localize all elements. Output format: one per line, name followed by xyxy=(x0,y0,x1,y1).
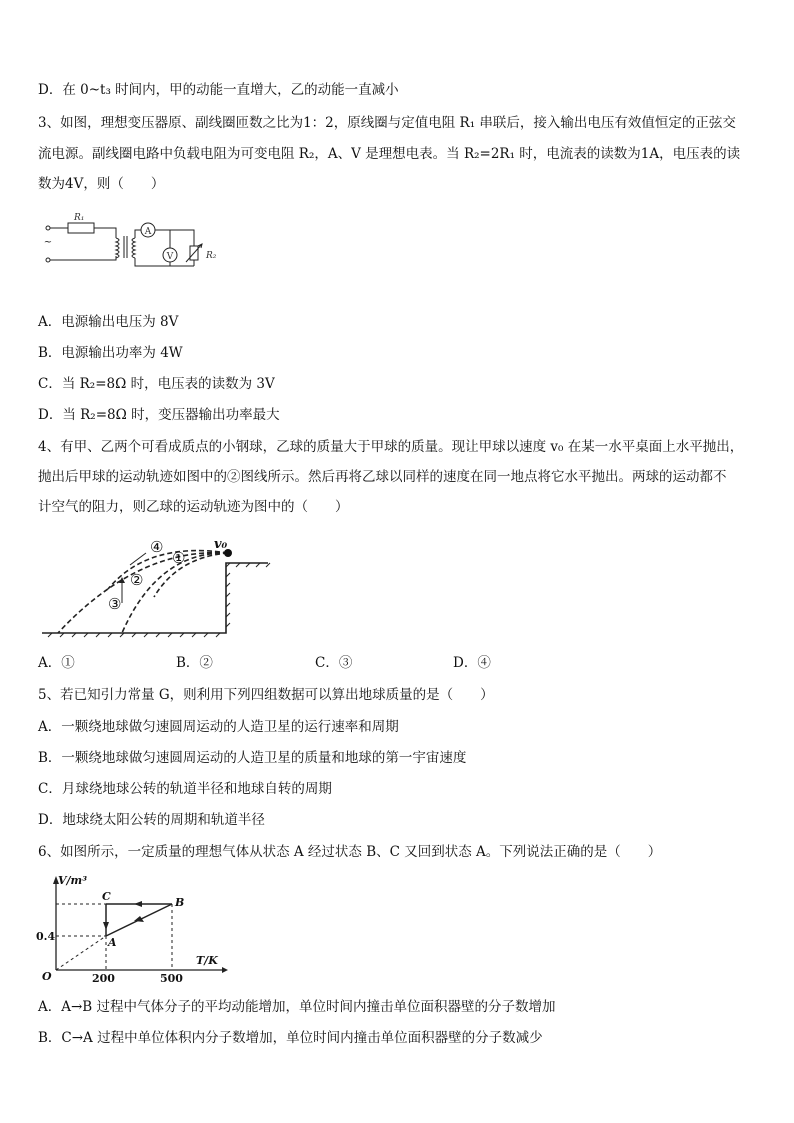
q5-option-a: A．一颗绕地球做匀速圆周运动的人造卫星的运行速率和周期 xyxy=(38,719,399,735)
q3-stem-line-3: 数为4V，则（ ） xyxy=(38,176,165,192)
q3-ammeter-label: A xyxy=(144,227,152,237)
q5-option-d: D．地球绕太阳公转的周期和轨道半径 xyxy=(38,812,265,828)
q3-option-c: C．当 R₂=8Ω 时，电压表的读数为 3V xyxy=(38,376,275,392)
q4-curve-1-label: ① xyxy=(172,549,186,567)
q3-r2-label: R₂ xyxy=(206,251,217,261)
q6-origin-label: O xyxy=(42,970,52,983)
q4-curve-2-label: ② xyxy=(130,571,144,589)
q6-vt-graph xyxy=(34,872,234,984)
q4-stem-line-3: 计空气的阻力，则乙球的运动轨迹为图中的（ ） xyxy=(38,499,349,515)
q3-stem-line-2: 流电源。副线圈电路中负载电阻为可变电阻 R₂，A、V 是理想电表。当 R₂=2R₁ 时，电流表的读数为1A，电压表的读 xyxy=(38,146,741,162)
q3-circuit-figure xyxy=(38,208,238,280)
q4-option-a: A．① xyxy=(38,655,75,671)
q6-x-tick-500: 500 xyxy=(160,972,183,984)
q4-option-d: D．④ xyxy=(453,655,491,671)
q4-stem-line-1: 4、有甲、乙两个可看成质点的小钢球，乙球的质量大于甲球的质量。现让甲球以速度 v₀ 在某一水平桌面上水平抛出， xyxy=(38,439,744,455)
q6-point-a-label: A xyxy=(108,936,117,949)
q6-stem: 6、如图所示，一定质量的理想气体从状态 A 经过状态 B、C 又回到状态 A。下列说法正确的是（ ） xyxy=(38,844,662,860)
q3-option-b: B．电源输出功率为 4W xyxy=(38,345,183,361)
q4-trajectory-figure xyxy=(38,533,278,639)
prev-question-option-d: D．在 0~t₃ 时间内，甲的动能一直增大，乙的动能一直减小 xyxy=(38,82,399,98)
q6-x-axis-label: T/K xyxy=(196,954,218,967)
q6-y-axis-label: V/m³ xyxy=(58,874,88,887)
q4-stem-line-2: 抛出后甲球的运动轨迹如图中的②图线所示。然后再将乙球以同样的速度在同一地点将它水平抛出。两球的运动都不 xyxy=(38,469,727,485)
svg-text:~: ~ xyxy=(43,237,53,248)
q6-point-c-label: C xyxy=(102,890,111,903)
q4-option-b: B．② xyxy=(176,655,213,671)
q4-option-c: C．③ xyxy=(315,655,353,671)
q5-option-c: C．月球绕地球公转的轨道半径和地球自转的周期 xyxy=(38,781,332,797)
q6-x-tick-200: 200 xyxy=(92,972,115,984)
q3-option-a: A．电源输出电压为 8V xyxy=(38,314,179,330)
q6-option-b: B．C→A 过程中单位体积内分子数增加，单位时间内撞击单位面积器壁的分子数减少 xyxy=(38,1030,543,1046)
q5-option-b: B．一颗绕地球做匀速圆周运动的人造卫星的质量和地球的第一宇宙速度 xyxy=(38,750,467,766)
q3-voltmeter-label: V xyxy=(166,252,174,262)
q3-stem-line-1: 3、如图，理想变压器原、副线圈匝数之比为1：2，原线圈与定值电阻 R₁ 串联后，接入输出电压有效值恒定的正弦交 xyxy=(38,115,736,131)
q5-stem: 5、若已知引力常量 G，则利用下列四组数据可以算出地球质量的是（ ） xyxy=(38,687,494,703)
q4-curve-3-label: ③ xyxy=(108,595,122,613)
q4-v0-label: v₀ xyxy=(214,537,228,552)
q6-option-a: A．A→B 过程中气体分子的平均动能增加，单位时间内撞击单位面积器壁的分子数增加 xyxy=(38,999,556,1015)
q3-r1-label: R₁ xyxy=(74,213,85,223)
q3-option-d: D．当 R₂=8Ω 时，变压器输出功率最大 xyxy=(38,407,280,423)
q6-y-tick-label: 0.4 xyxy=(36,930,56,943)
q6-point-b-label: B xyxy=(175,896,185,909)
q4-curve-4-label: ④ xyxy=(150,538,164,556)
